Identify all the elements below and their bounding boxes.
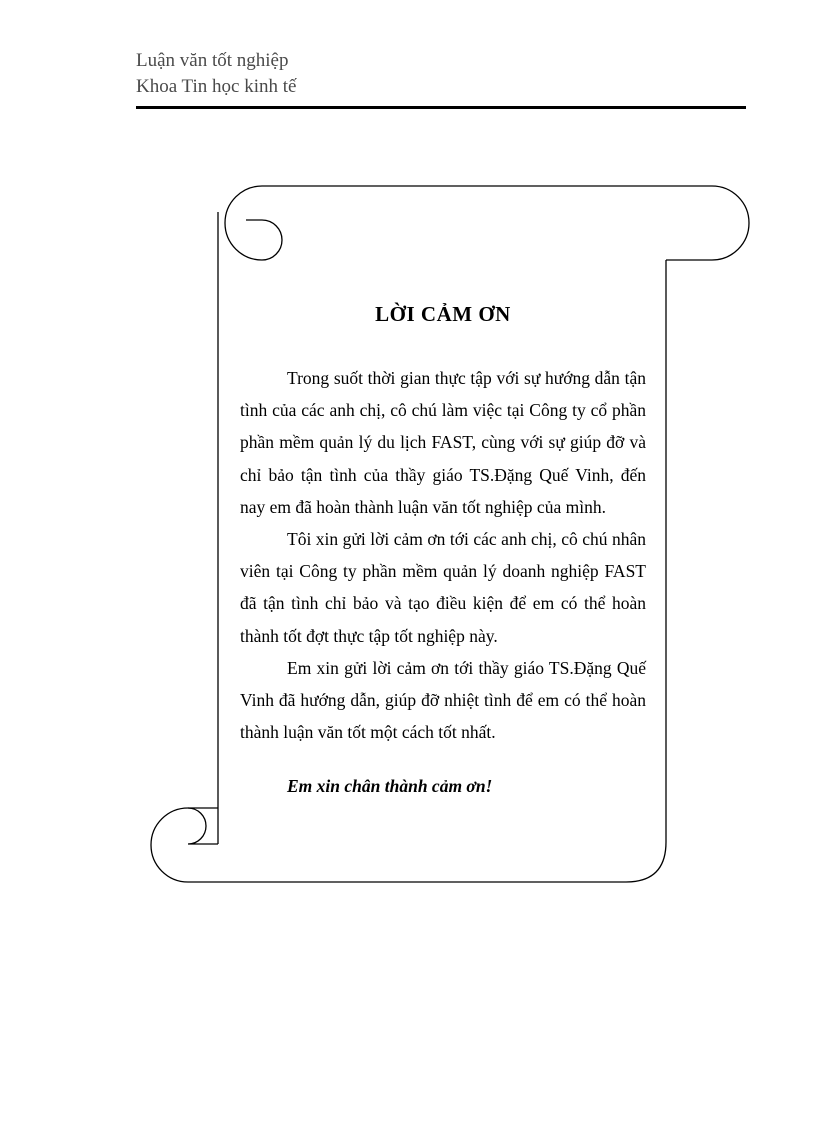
letter-paragraph: Em xin gửi lời cảm ơn tới thầy giáo TS.Đặng Quế Vinh đã hướng dẫn, giúp đỡ nhiệt tình để em có thể hoàn thành luận văn tốt một cách tốt nhất.	[240, 657, 646, 743]
header-faculty-label: Khoa Tin học kinh tế	[136, 76, 297, 97]
letter-body	[240, 300, 646, 800]
letter-paragraph: Tôi xin gửi lời cảm ơn tới các anh chị, cô chú nhân viên tại Công ty phần mềm quản lý doanh nghiệp FAST đã tận tình chỉ bảo và tạo điều kiện để em có thể hoàn thành tốt đợt thực tập tốt nghiệp này.	[240, 529, 646, 646]
letter-paragraph: Trong suốt thời gian thực tập với sự hướng dẫn tận tình của các anh chị, cô chú làm việc tại Công ty cổ phần phần mềm quản lý du lịch FAST, cùng với sự giúp đỡ và chỉ bảo tận tình của thầy giáo TS.Đặng Quế Vinh, đến nay em đã hoàn thành luận văn tốt nghiệp của mình.	[240, 368, 646, 517]
letter-title: LỜI CẢM ƠN	[375, 302, 511, 326]
letter-signoff: Em xin chân thành cảm ơn!	[287, 776, 493, 797]
header-thesis-label: Luận văn tốt nghiệp	[136, 50, 289, 71]
